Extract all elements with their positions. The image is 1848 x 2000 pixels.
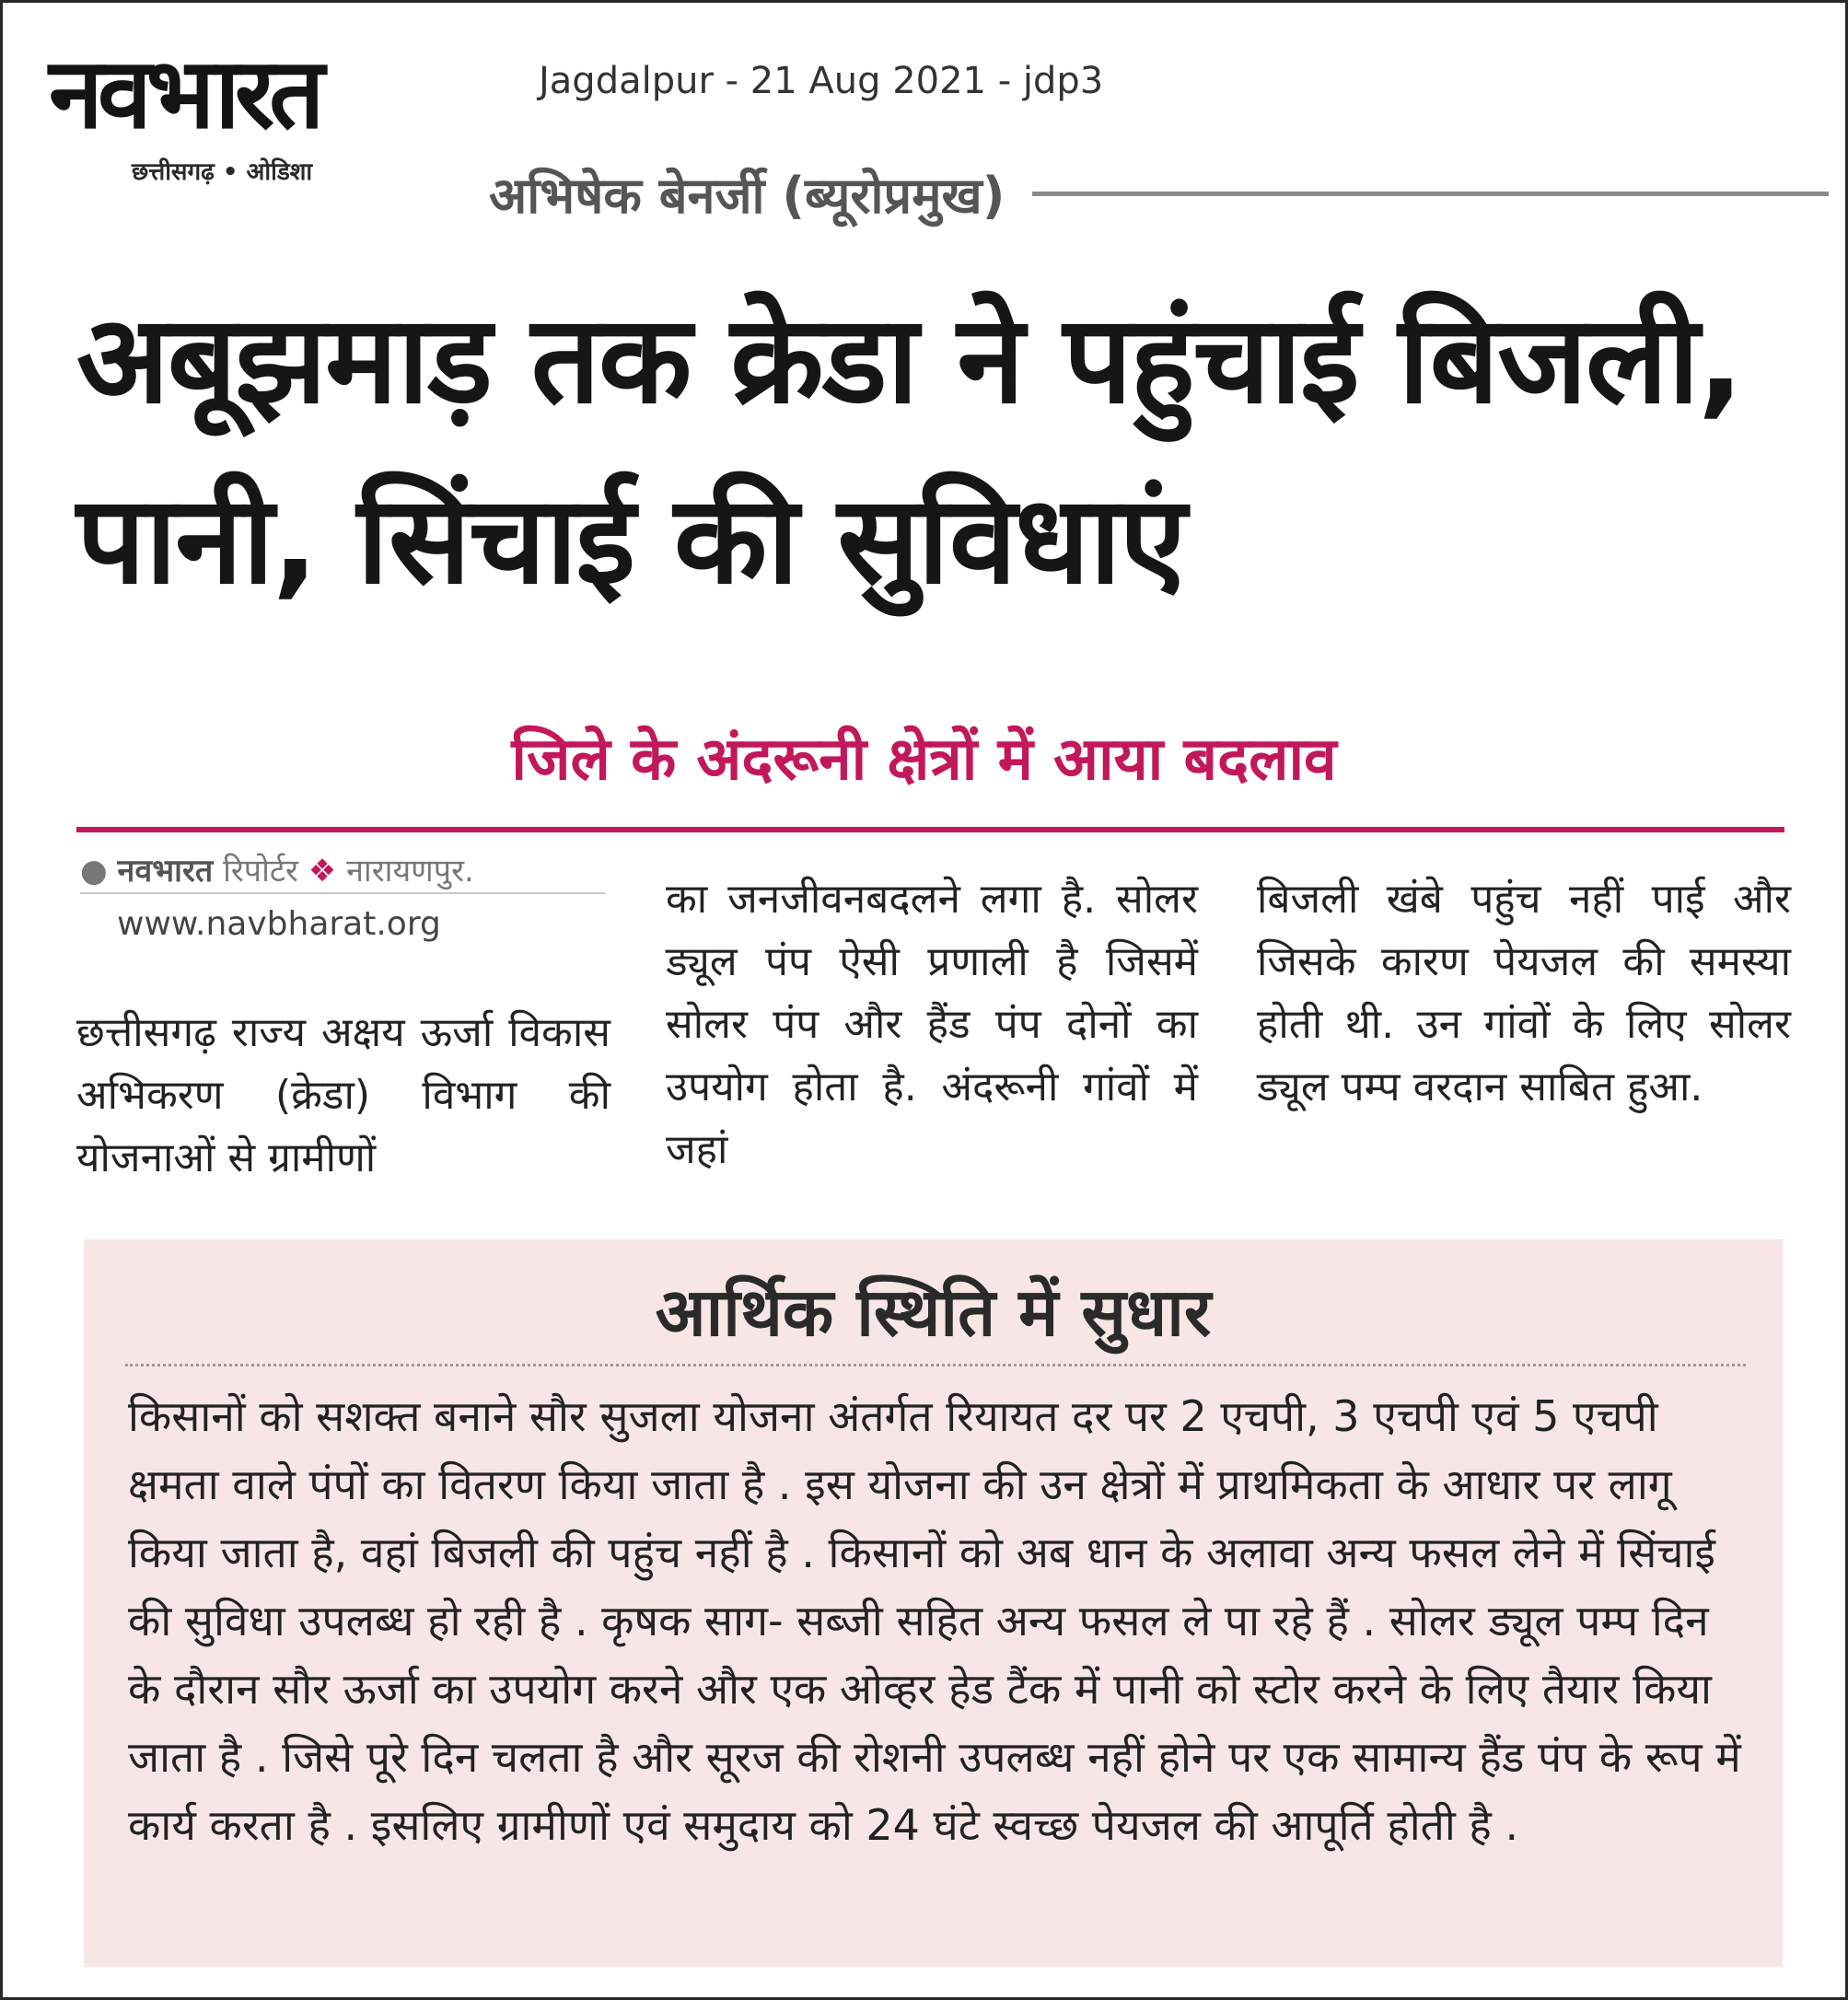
- masthead-logo: नवभारत: [49, 37, 320, 150]
- headline: अबूझमाड़ तक क्रेडा ने पहुंचाई बिजली, पानी, सिंचाई की सुविधाएं: [76, 289, 1742, 611]
- reporter-role: रिपोर्टर: [223, 853, 298, 890]
- reporter-brand: नवभारत: [117, 853, 214, 890]
- dateline: Jagdalpur - 21 Aug 2021 - jdp3: [539, 60, 1104, 102]
- byline: अभिषेक बेनर्जी (ब्यूरोप्रमुख): [489, 167, 1005, 225]
- separator-icon: ❖: [308, 853, 337, 890]
- byline-rule: [1032, 192, 1829, 196]
- byline-row: [489, 159, 1829, 227]
- article-column-3: बिजली खंबे पहुंच नहीं पाई और जिसके कारण पेयजल की समस्या होती थी. उन गांवों के लिए सोलर ड्यूल पम्प वरदान साबित हुआ.: [1257, 876, 1791, 1110]
- sidebar-box: [84, 1239, 1783, 1967]
- bullet-icon: ●: [80, 853, 118, 890]
- box-body: किसानों को सशक्त बनाने सौर सुजला योजना अंतर्गत रियायत दर पर 2 एचपी, 3 एचपी एवं 5 एचपी क्षमता वाले पंपों का वितरण किया जाता है . इस योजना की उन क्षेत्रों में प्राथमिकता के आधार पर लागू किया जाता है, वहां बिजली की पहुंच नहीं है . किसानों को अब धान के अलावा अन्य फसल लेने में सिंचाई की सुविधा उपलब्ध हो रही है . कृषक साग- सब्जी सहित अन्य फसल ले पा रहे हैं . सोलर ड्यूल पम्प दिन के दौरान सौर ऊर्जा का उपयोग करने और एक ओव्हर हेड टैंक में पानी को स्टोर करने के लिए तैयार किया जाता है . जिसे पूरे दिन चलता है और सूरज की रोशनी उपलब्ध नहीं होने पर एक सामान्य हैंड पंप के रूप में कार्य करता है . इसलिए ग्रामीणों एवं समुदाय को 24 घंटे स्वच्छ पेयजल की आपूर्ति होती है .: [128, 1391, 1741, 1850]
- reporter-rule: [80, 892, 605, 894]
- box-dotted-rule: [125, 1364, 1746, 1366]
- box-title: आर्थिक स्थिति में सुधार: [655, 1273, 1212, 1351]
- masthead-region: छत्तीसगढ़ • ओडिशा: [132, 158, 313, 186]
- reporter-place: नारायणपुर.: [346, 853, 474, 890]
- reporter-url: www.navbharat.org: [117, 905, 441, 943]
- divider-rule: [76, 827, 1784, 832]
- reporter-credit: [80, 848, 605, 890]
- article-column-2: का जनजीवनबदलने लगा है. सोलर ड्यूल पंप ऐसी प्रणाली है जिसमें सोलर पंप और हैंड पंप दोनों का उपयोग होता है. अंदरूनी गांवों में जहां: [666, 876, 1198, 1173]
- article-column-1: छत्तीसगढ़ राज्य अक्षय ऊर्जा विकास अभिकरण (क्रेडा) विभाग की योजनाओं से ग्रामीणों: [76, 1009, 610, 1181]
- subhead: जिले के अंदरूनी क्षेत्रों में आया बदलाव: [511, 726, 1337, 794]
